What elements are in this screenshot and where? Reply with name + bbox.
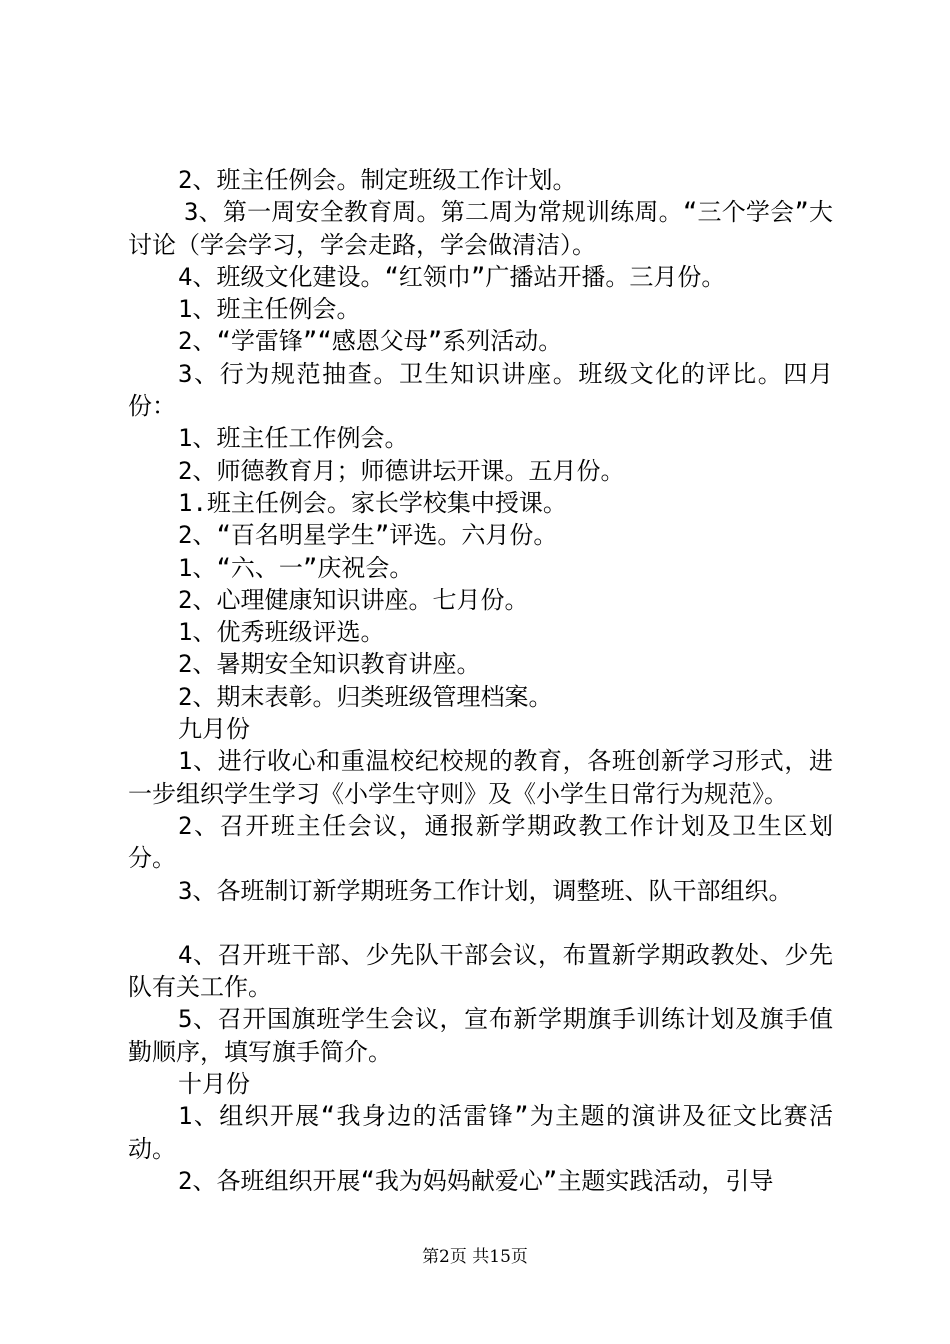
paragraph: 1、组织开展“我身边的活雷锋”为主题的演讲及征文比赛活动。	[128, 1102, 833, 1163]
paragraph: 2、暑期安全知识教育讲座。	[178, 650, 481, 679]
section-heading: 十月份	[178, 1070, 250, 1099]
paragraph: 5、召开国旗班学生会议，宣布新学期旗手训练计划及旗手值勤顺序，填写旗手简介。	[128, 1005, 833, 1066]
paragraph: 2、“百名明星学生”评选。六月份。	[178, 521, 558, 550]
paragraph: 4、召开班干部、少先队干部会议，布置新学期政教处、少先队有关工作。	[128, 940, 833, 1002]
paragraph: 1、进行收心和重温校纪校规的教育，各班创新学习形式，进一步组织学生学习《小学生守则》及《小学生日常行为规范》。	[128, 747, 833, 808]
paragraph: 3、行为规范抽查。卫生知识讲座。班级文化的评比。四月份：	[128, 359, 833, 421]
paragraph: 4、班级文化建设。“红领巾”广播站开播。三月份。	[178, 262, 726, 291]
paragraph: 3、第一周安全教育周。第二周为常规训练周。“三个学会”大讨论（学会学习，学会走路，学会做清洁）。	[128, 198, 833, 259]
paragraph: 1、班主任工作例会。	[178, 424, 409, 453]
paragraph: 2、各班组织开展“我为妈妈献爱心”主题实践活动，引导	[178, 1166, 774, 1195]
paragraph: 2、“学雷锋”“感恩父母”系列活动。	[178, 327, 563, 356]
page-number-footer: 第2页 共15页	[422, 1247, 528, 1267]
paragraph: 2、心理健康知识讲座。七月份。	[178, 585, 529, 614]
paragraph: 2、召开班主任会议，通报新学期政教工作计划及卫生区划分。	[128, 811, 833, 873]
paragraph: 3、各班制订新学期班务工作计划，调整班、队干部组织。	[178, 876, 793, 905]
paragraph: 2、期末表彰。归类班级管理档案。	[178, 682, 553, 711]
paragraph: 2、班主任例会。制定班级工作计划。	[178, 166, 577, 194]
paragraph: 1.班主任例会。家长学校集中授课。	[178, 488, 567, 517]
paragraph: 1、“六、一”庆祝会。	[178, 553, 414, 582]
paragraph: 2、师德教育月；师德讲坛开课。五月份。	[178, 456, 625, 485]
paragraph: 1、班主任例会。	[178, 295, 361, 324]
paragraph: 1、优秀班级评选。	[178, 618, 385, 647]
document-body	[128, 164, 833, 1197]
section-heading: 九月份	[178, 715, 250, 744]
